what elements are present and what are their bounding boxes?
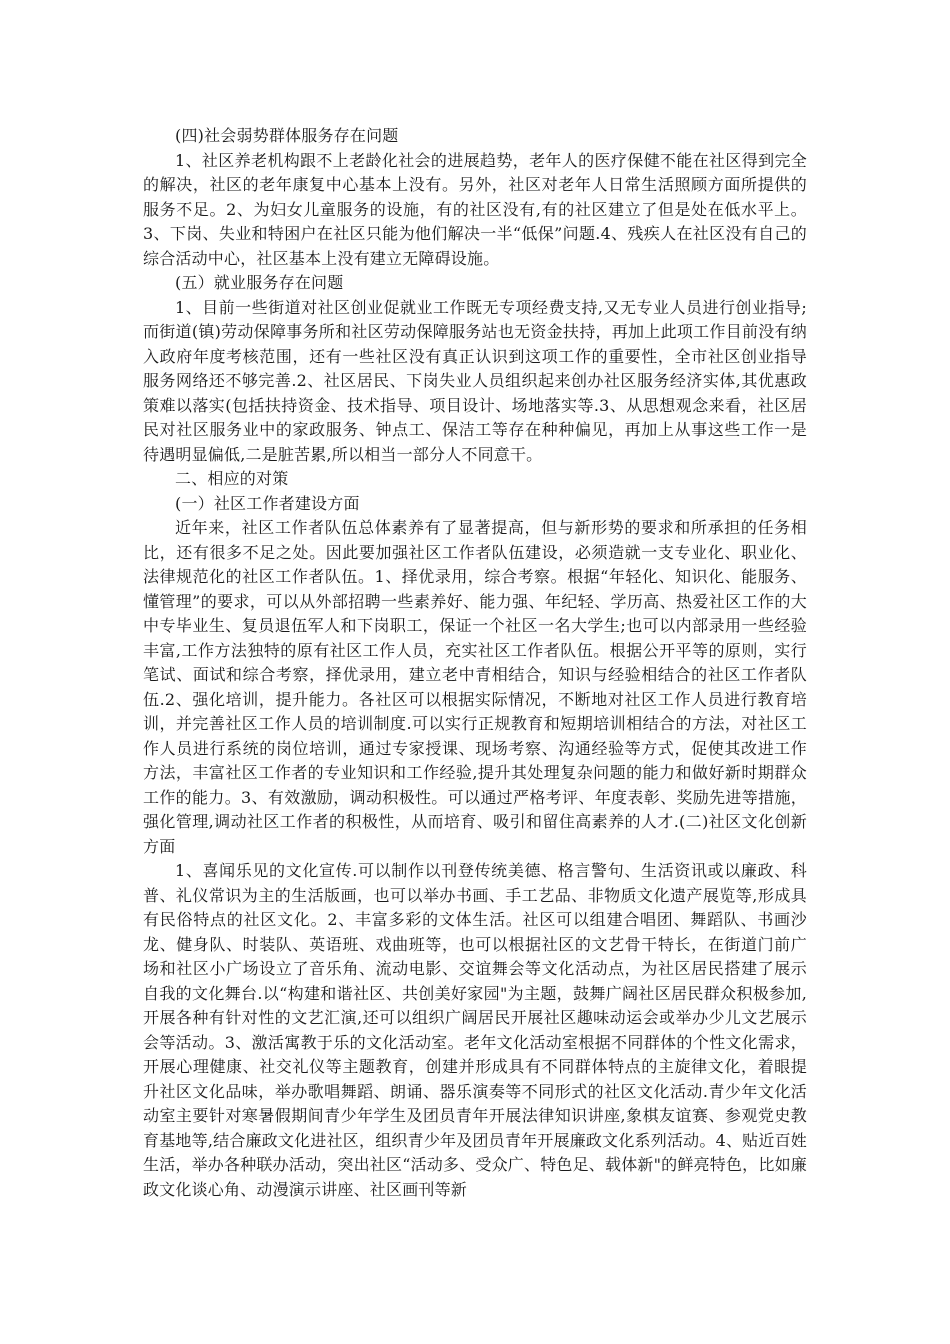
heading-countermeasures: 二、相应的对策: [175, 469, 289, 488]
heading-subsection-1: (一）社区工作者建设方面: [175, 493, 360, 513]
heading-section-5: (五）就业服务存在问题: [175, 273, 344, 292]
heading-section-4: (四)社会弱势群体服务存在问题: [175, 126, 399, 145]
paragraph-employment-services: 1、目前一些街道对社区创业促就业工作既无专项经费支持,又无专业人员进行创业指导;而街道(镇)劳动保障事务所和社区劳动保障服务站也无资金扶持，再加上此项工作目前没有纳入政府年度考核范围，还有一些社区没有真正认识到这项工作的重要性，全市社区创业指导服务网络还不够完善.2、社区居民、下岗失业人员组织起来创办社区服务经济实体,其优惠政策难以落实(包括扶持资金、技术指导、项目设计、场地落实等.3、从思想观念来看，社区居民对社区服务业中的家政服务、钟点工、保洁工等存在种种偏见，再加上从事这些工作一是待遇明显偏低,二是脏苦累,所以相当一部分人不同意干。: [143, 297, 807, 464]
paragraph-community-workers: 近年来，社区工作者队伍总体素养有了显著提高，但与新形势的要求和所承担的任务相比，还有很多不足之处。因此要加强社区工作者队伍建设，必须造就一支专业化、职业化、法律规范化的社区工作者队伍。1、择优录用，综合考察。根据“年轻化、知识化、能服务、懂管理”的要求，可以从外部招聘一些素养好、能力强、年纪轻、学历高、热爱社区工作的大中专毕业生、复员退伍军人和下岗职工，保证一个社区一名大学生;也可以内部录用一些经验丰富,工作方法独特的原有社区工作人员，充实社区工作者队伍。根据公开平等的原则，实行笔试、面试和综合考察，择优录用，建立老中青相结合，知识与经验相结合的社区工作者队伍.2、强化培训，提升能力。各社区可以根据实际情况，不断地对社区工作人员进行教育培训，并完善社区工作人员的培训制度.可以实行正规教育和短期培训相结合的方法，对社区工作人员进行系统的岗位培训，通过专家授课、现场考察、沟通经验等方式，促使其改进工作方法，丰富社区工作者的专业知识和工作经验,提升其处理复杂问题的能力和做好新时期群众工作的能力。3、有效激励，调动积极性。可以通过严格考评、年度表彰、奖励先进等措施，强化管理,调动社区工作者的积极性，从而培育、吸引和留住高素养的人才.(二)社区文化创新方面: [143, 518, 807, 856]
paragraph-elderly-services: 1、社区养老机构跟不上老龄化社会的进展趋势，老年人的医疗保健不能在社区得到完全的解决，社区的老年康复中心基本上没有。另外，社区对老年人日常生活照顾方面所提供的服务不足。2、为妇女儿童服务的设施，有的社区没有,有的社区建立了但是处在低水平上。3、下岗、失业和特困户在社区只能为他们解决一半“低保”问题.4、残疾人在社区没有自己的综合活动中心，社区基本上没有建立无障碍设施。: [143, 150, 807, 268]
document-body: [143, 124, 807, 1202]
paragraph-community-culture: 1、喜闻乐见的文化宣传.可以制作以刊登传统美德、格言警句、生活资讯或以廉政、科普、礼仪常识为主的生活版画，也可以举办书画、手工艺品、非物质文化遗产展览等,形成具有民俗特点的社区文化。2、丰富多彩的文体生活。社区可以组建合唱团、舞蹈队、书画沙龙、健身队、时装队、英语班、戏曲班等，也可以根据社区的文艺骨干特长，在街道门前广场和社区小广场设立了音乐角、流动电影、交谊舞会等文化活动点，为社区居民搭建了展示自我的文化舞台.以“构建和谐社区、共创美好家园"为主题，鼓舞广阔社区居民群众积极参加,开展各种有针对性的文艺汇演,还可以组织广阔居民开展社区趣味动运会或举办少儿文艺展示会等活动。3、激活寓教于乐的文化活动室。老年文化活动室根据不同群体的个性文化需求，开展心理健康、社交礼仪等主题教育，创建并形成具有不同群体特点的主旋律文化，着眼提升社区文化品味，举办歌唱舞蹈、朗诵、器乐演奏等不同形式的社区文化活动.青少年文化活动室主要针对寒暑假期间青少年学生及团员青年开展法律知识讲座,象棋友谊赛、参观党史教育基地等,结合廉政文化进社区，组织青少年及团员青年开展廉政文化系列活动。4、贴近百姓生活，举办各种联办活动，突出社区“活动多、受众广、特色足、载体新"的鲜亮特色，比如廉政文化谈心角、动漫演示讲座、社区画刊等新: [143, 861, 807, 1199]
